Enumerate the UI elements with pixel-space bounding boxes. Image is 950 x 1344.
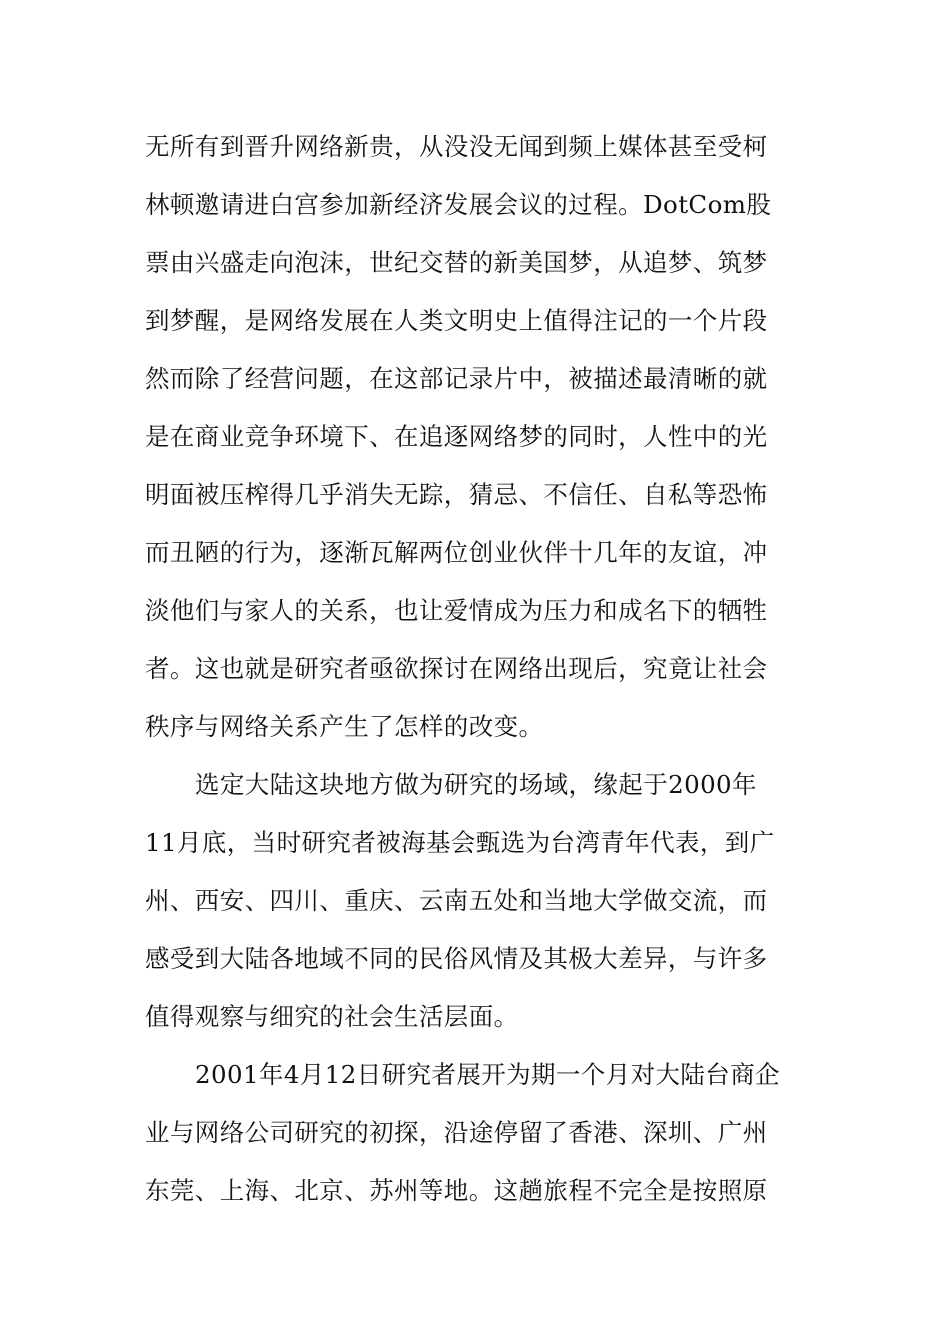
text-line-9: 淡他们与家人的关系，也让爱情成为压力和成名下的牺牲	[145, 596, 768, 625]
text-line-17: 2001年4月12日研究者展开为期一个月对大陆台商企	[195, 1060, 781, 1089]
text-line-6: 是在商业竞争环境下、在追逐网络梦的同时，人性中的光	[145, 422, 768, 451]
text-line-11: 秩序与网络关系产生了怎样的改变。	[145, 712, 544, 741]
text-line-16: 值得观察与细究的社会生活层面。	[145, 1002, 519, 1031]
text-line-13: 11月底，当时研究者被海基会甄选为台湾青年代表，到广	[145, 828, 775, 857]
text-line-18: 业与网络公司研究的初探，沿途停留了香港、深圳、广州	[145, 1118, 768, 1147]
text-line-19: 东莞、上海、北京、苏州等地。这趟旅程不完全是按照原	[145, 1176, 768, 1205]
text-line-5: 然而除了经营问题，在这部记录片中，被描述最清晰的就	[145, 364, 768, 393]
text-line-4: 到梦醒，是网络发展在人类文明史上值得注记的一个片段	[145, 306, 768, 335]
text-line-14: 州、西安、四川、重庆、云南五处和当地大学做交流，而	[145, 886, 768, 915]
text-line-12: 选定大陆这块地方做为研究的场域，缘起于2000年	[195, 770, 757, 799]
text-line-10: 者。这也就是研究者亟欲探讨在网络出现后，究竟让社会	[145, 654, 768, 683]
text-line-3: 票由兴盛走向泡沫，世纪交替的新美国梦，从追梦、筑梦	[145, 248, 768, 277]
text-line-8: 而丑陋的行为，逐渐瓦解两位创业伙伴十几年的友谊，冲	[145, 538, 768, 567]
body-text	[145, 118, 807, 1220]
text-line-7: 明面被压榨得几乎消失无踪，猜忌、不信任、自私等恐怖	[145, 480, 768, 509]
text-line-15: 感受到大陆各地域不同的民俗风情及其极大差异，与许多	[145, 944, 768, 973]
text-line-2: 林顿邀请进白宫参加新经济发展会议的过程。DotCom股	[145, 190, 772, 219]
text-line-1: 无所有到晋升网络新贵，从没没无闻到频上媒体甚至受柯	[145, 132, 768, 161]
